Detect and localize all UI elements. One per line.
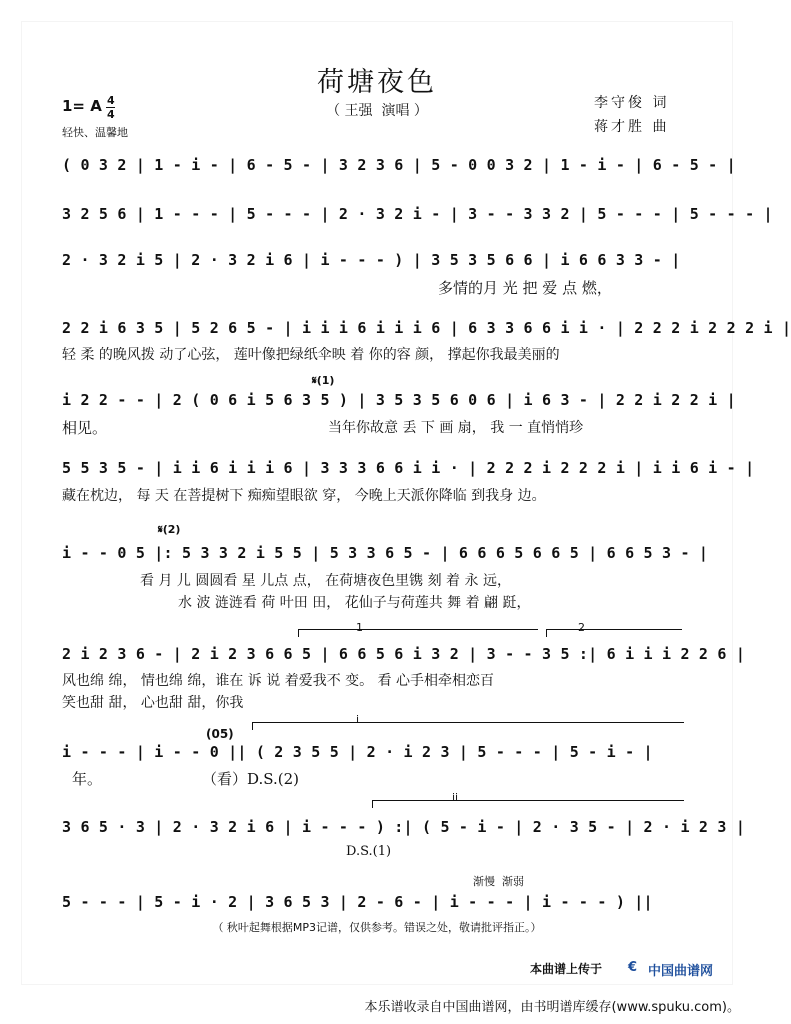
- volta-ii-line: [372, 800, 684, 801]
- site-logo: 中国曲谱网: [648, 964, 714, 979]
- source-footer: 本乐谱收录自中国曲谱网，由书明谱库缓存(www.spuku.com)。: [364, 1000, 740, 1015]
- volta-ii-label: ii: [452, 791, 459, 804]
- score-line-8: 2 i 2 3 6 - | 2 i 2 3 6 6 5 | 6 6 5 6 i 3 2 | 3 - - 3 5 :| 6 i i i 2 2 6 |: [62, 645, 746, 663]
- volta-2-hook: [546, 629, 547, 637]
- volta-1-line: [298, 629, 538, 630]
- score-line-4: 2 2 i 6 3 5 | 5 2 6 5 - | i i i 6 i i i 6 | 6 3 3 6 6 i i · | 2 2 2 i 2 2 2 i |: [62, 319, 791, 337]
- volta-i-label: i: [356, 713, 360, 726]
- lyric-line-4: 轻 柔 的晚风拨 动了心弦， 莲叶像把绿纸伞映 着 你的容 颜， 撑起你我最美丽的: [62, 347, 560, 363]
- volta-2-line: [546, 629, 682, 630]
- volta-2-label: 2: [578, 621, 585, 634]
- rest-pickup: (05): [206, 727, 234, 741]
- dynamics-marking: 渐慢 渐弱: [473, 875, 524, 888]
- dal-segno-1: D.S.(1): [346, 844, 392, 859]
- logo-icon: €: [628, 960, 638, 975]
- volta-i-line: [252, 722, 684, 723]
- score-line-5: i 2 2 - - | 2 ( 0 6 i 5 6 3 5 ) | 3 5 3 5 6 0 6 | i 6 3 - | 2 2 i 2 2 i |: [62, 391, 736, 409]
- singer-credit: （ 王强 演唱 ）: [326, 103, 428, 119]
- volta-ii-hook: [372, 800, 373, 808]
- score-line-3: 2 · 3 2 i 5 | 2 · 3 2 i 6 | i - - - ) | 3 5 3 5 6 6 | i 6 6 3 3 - |: [62, 251, 681, 269]
- score-line-2: 3 2 5 6 | 1 - - - | 5 - - - | 2 · 3 2 i - | 3 - - 3 3 2 | 5 - - - | 5 - - - |: [62, 205, 773, 223]
- lyric-line-9b: （看）D.S.(2): [202, 770, 300, 788]
- lyric-line-5b: 当年你故意 丢 下 画 扇， 我 一 直悄悄珍: [328, 420, 584, 436]
- transcription-note: （ 秋叶起舞根据MP3记谱，仅供参考。错误之处，敬请批评指正。）: [212, 921, 542, 934]
- lyric-line-6: 藏在枕边， 每 天 在菩提树下 痴痴望眼欲 穿， 今晚上天派你降临 到我身 边。: [62, 488, 546, 504]
- lyric-line-7a: 看 月 儿 圆圆看 星 儿点 点， 在荷塘夜色里镌 刻 着 永 远，: [140, 573, 511, 589]
- score-line-7: i - - 0 5 |: 5 3 3 2 i 5 5 | 5 3 3 6 5 - | 6 6 6 5 6 6 5 | 6 6 5 3 - |: [62, 544, 709, 562]
- lyricist: 李守俊 词: [594, 95, 670, 111]
- lyric-line-8a: 风也绵 绵， 情也绵 绵，谁在 诉 说 着爱我不 变。 看 心手相牵相恋百: [62, 673, 495, 689]
- segno-1: 𝄋(1): [312, 374, 335, 387]
- tempo-marking: 轻快、温馨地: [62, 126, 128, 139]
- lyric-line-5a: 相见。: [62, 419, 108, 437]
- lyric-line-9a: 年。: [72, 770, 103, 788]
- volta-i-hook: [252, 722, 253, 730]
- volta-1-label: 1: [356, 621, 363, 634]
- score-line-1: ( 0 3 2 | 1 - i - | 6 - 5 - | 3 2 3 6 | 5 - 0 0 3 2 | 1 - i - | 6 - 5 - |: [62, 156, 736, 174]
- upload-note: 本曲谱上传于: [530, 962, 603, 976]
- key-signature: 1= A: [62, 97, 102, 115]
- score-line-9: i - - - | i - - 0 || ( 2 3 5 5 | 2 · i 2 3 | 5 - - - | 5 - i - |: [62, 743, 653, 761]
- lyric-line-7b: 水 波 涟涟看 荷 叶田 田， 花仙子与荷莲共 舞 着 翩 跹，: [178, 595, 531, 611]
- time-signature-bottom: 4: [107, 108, 115, 121]
- composer: 蒋才胜 曲: [594, 119, 670, 135]
- song-title: 荷塘夜色: [317, 67, 437, 98]
- lyric-line-3: 多情的月 光 把 爱 点 燃，: [438, 279, 612, 297]
- segno-2: 𝄋(2): [158, 523, 181, 536]
- score-line-6: 5 5 3 5 - | i i 6 i i i 6 | 3 3 3 6 6 i i · | 2 2 2 i 2 2 2 i | i i 6 i - |: [62, 459, 755, 477]
- score-line-10: 3 6 5 · 3 | 2 · 3 2 i 6 | i - - - ) :| ( 5 - i - | 2 · 3 5 - | 2 · i 2 3 |: [62, 818, 746, 836]
- score-line-11: 5 - - - | 5 - i · 2 | 3 6 5 3 | 2 - 6 - | i - - - | i - - - ) ||: [62, 893, 653, 911]
- volta-1-hook: [298, 629, 299, 637]
- time-signature-top: 4: [107, 94, 115, 107]
- lyric-line-8b: 笑也甜 甜， 心也甜 甜，你我: [62, 695, 244, 711]
